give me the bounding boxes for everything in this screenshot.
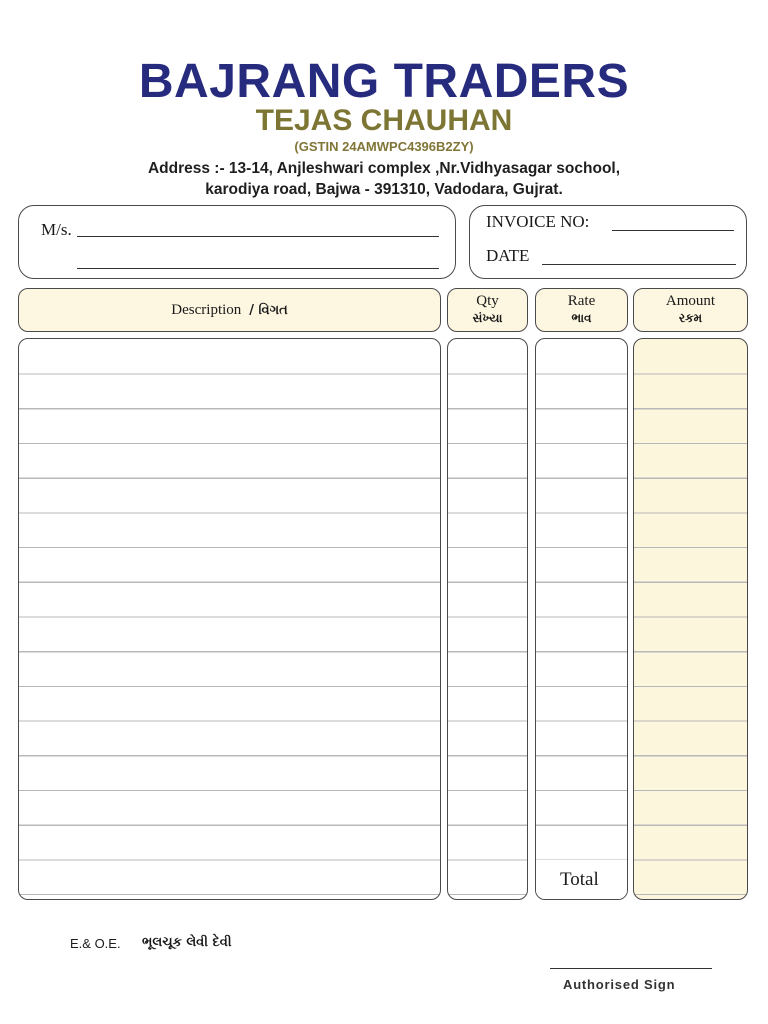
rate-header bbox=[535, 288, 628, 332]
description-guj: / વિગત bbox=[249, 302, 288, 318]
customer-address-line[interactable] bbox=[77, 268, 439, 269]
amount-column[interactable] bbox=[633, 338, 748, 900]
rate-column[interactable] bbox=[535, 338, 628, 900]
date-label: DATE bbox=[486, 246, 530, 265]
qty-label: Qty bbox=[476, 293, 499, 309]
date-line[interactable] bbox=[542, 264, 736, 265]
rate-guj: ભાવ bbox=[571, 311, 592, 325]
qty-guj: સંખ્યા bbox=[472, 311, 503, 325]
amount-header bbox=[633, 288, 748, 332]
amount-guj: રકમ bbox=[678, 311, 703, 325]
address-line-2: karodiya road, Bajwa - 391310, Vadodara, Gujrat. bbox=[205, 181, 563, 198]
customer-name-line[interactable] bbox=[77, 236, 439, 237]
invoice-no-line[interactable] bbox=[612, 230, 734, 231]
signature-line bbox=[550, 968, 712, 969]
qty-column[interactable] bbox=[447, 338, 528, 900]
address-line-1: Address :- 13-14, Anjleshwari complex ,Nr.Vidhyasagar sochool, bbox=[147, 160, 621, 177]
company-name: BAJRANG TRADERS bbox=[138, 55, 630, 108]
customer-label: M/s. bbox=[41, 220, 72, 239]
amount-label: Amount bbox=[665, 293, 716, 309]
gstin: (GSTIN 24AMWPC4396B2ZY) bbox=[294, 139, 474, 154]
description-label: Description bbox=[171, 301, 242, 318]
invoice-box bbox=[469, 205, 747, 279]
invoice-no-label: INVOICE NO: bbox=[486, 212, 590, 231]
eoe-guj: ભૂલચૂક લેવી દેવી bbox=[142, 935, 232, 950]
qty-header bbox=[447, 288, 528, 332]
rate-label: Rate bbox=[567, 293, 596, 309]
owner-name: TEJAS CHAUHAN bbox=[255, 104, 513, 137]
eoe-label: E.& O.E. bbox=[70, 936, 121, 951]
total-label: Total bbox=[560, 869, 599, 890]
customer-box bbox=[18, 205, 456, 279]
description-header bbox=[18, 288, 441, 332]
description-column[interactable] bbox=[18, 338, 441, 900]
signature-label: Authorised Sign bbox=[563, 977, 676, 992]
